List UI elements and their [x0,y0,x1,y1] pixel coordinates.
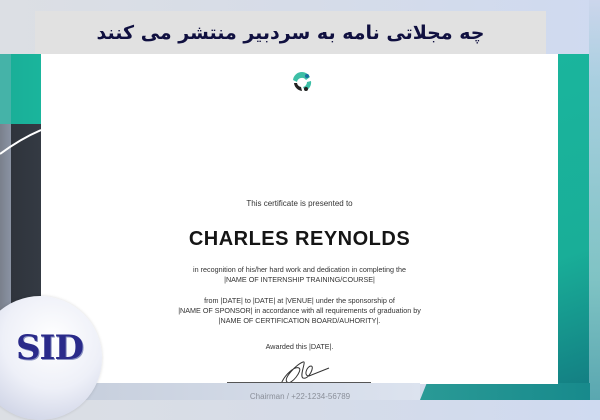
signer-title: Chairman / +22-1234-56789 [249,392,351,401]
people-circle-logo-icon [290,70,314,94]
sid-watermark-logo: SID [16,328,83,368]
sponsorship-line-3: |NAME OF CERTIFICATION BOARD/AUHORITY|. [218,316,381,325]
title-banner [35,11,546,54]
awarded-line: Awarded this |DATE|. [265,342,334,351]
certificate [41,54,558,384]
sponsorship-line-2: |NAME OF SPONSOR| in accordance with all requirements of graduation by [178,306,421,315]
recognition-paragraph [41,265,558,285]
recognition-line-1: in recognition of his/her hard work and dedication in completing the [193,265,406,274]
right-edge-decoration [589,0,600,400]
banner-title: چه مجلاتی نامه به سردبیر منتشر می کنند [96,21,485,44]
sponsorship-paragraph [41,296,558,326]
right-teal-decoration [558,54,589,384]
sponsorship-line-1: from |DATE| to |DATE| at |VENUE| under the sponsorship of [204,296,395,305]
recognition-line-2: |NAME OF INTERNSHIP TRAINING/COURSE| [224,275,375,284]
recipient-name: CHARLES REYNOLDS [188,228,411,250]
presented-line: This certificate is presented to [246,199,353,208]
left-curve-decoration [0,54,41,164]
